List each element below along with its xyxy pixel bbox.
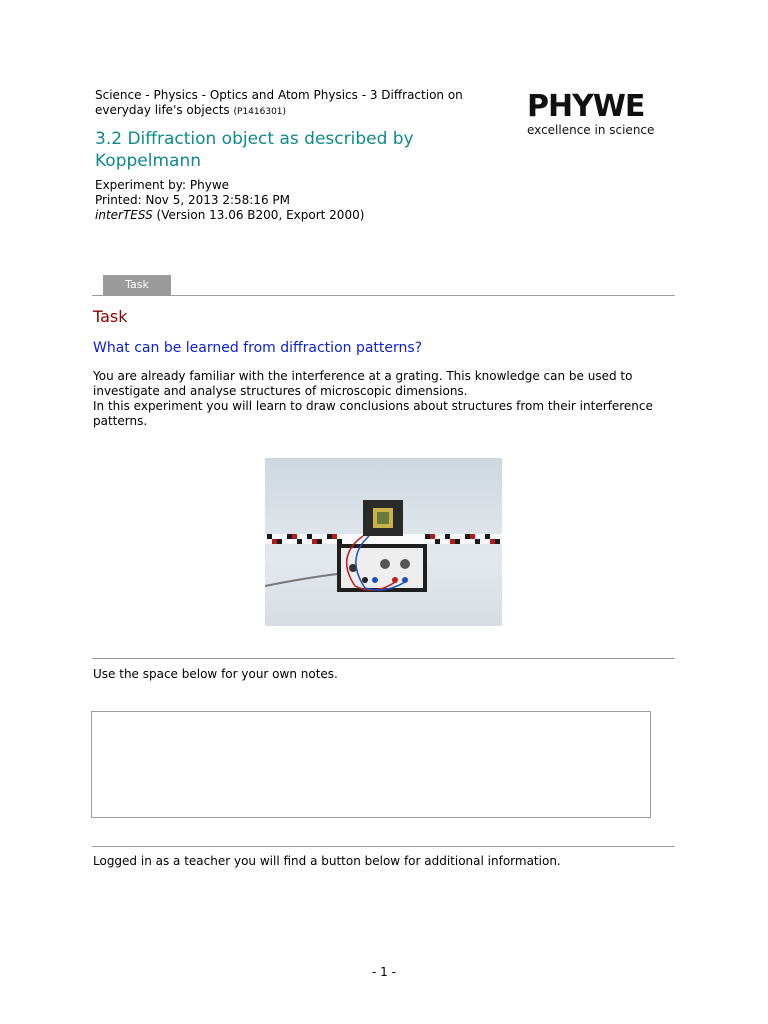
printed-date: Printed: Nov 5, 2013 2:58:16 PM [95,193,290,207]
experiment-photo [265,458,502,626]
product-code: (P1416301) [233,107,287,117]
software-version: (Version 13.06 B200, Export 2000) [156,208,365,222]
logo-wordmark: PHYWE [527,89,645,124]
breadcrumb-text: Science - Physics - Optics and Atom Physics - 3 Diffraction on everyday life's objects [95,88,463,117]
software-line [95,208,364,223]
task-question: What can be learned from diffraction patterns? [93,340,423,356]
section-divider [92,846,675,847]
task-paragraph: In this experiment you will learn to draw conclusions about structures from their interference patterns. [93,399,653,428]
page-number: - 1 - [372,965,396,979]
tab-task[interactable]: Task [103,275,171,295]
experiment-meta [95,178,364,223]
software-name: interTESS [95,208,153,222]
experiment-setup-illustration [265,458,502,626]
section-divider [92,658,675,659]
experiment-by-label: Experiment by: [95,178,187,192]
breadcrumb [95,88,505,120]
notes-label: Use the space below for your own notes. [93,667,338,681]
logo-tagline: excellence in science [527,123,655,137]
task-heading: Task [93,307,128,326]
section-divider [92,295,675,296]
task-paragraph: You are already familiar with the interference at a grating. This knowledge can be used to investigate and analyse structures of microscopic dimensions. [93,369,633,398]
phywe-logo [527,89,672,137]
notes-field[interactable] [91,711,651,818]
experiment-by-value: Phywe [189,178,230,192]
teacher-info-text: Logged in as a teacher you will find a button below for additional information. [93,854,561,868]
page-title: 3.2 Diffraction object as described by Koppelmann [95,129,414,171]
experiment-by-line [95,178,364,193]
task-description [93,369,683,429]
